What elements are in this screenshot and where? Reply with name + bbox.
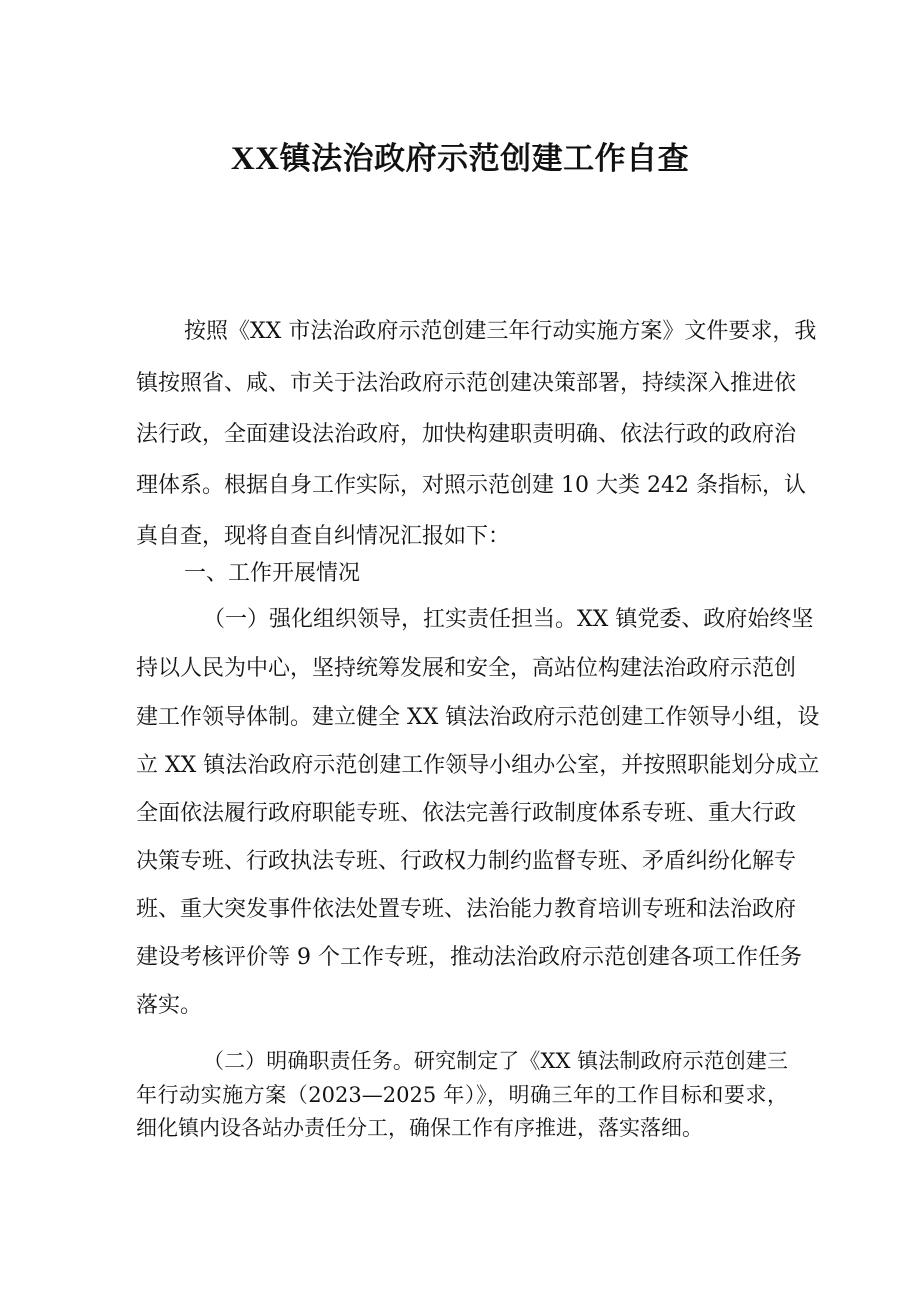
part1-line: 建设考核评价等 9 个工作专班，推动法治政府示范创建各项工作任务 xyxy=(136,945,802,970)
intro-line: 镇按照省、咸、市关于法治政府示范创建决策部署，持续深入推进依 xyxy=(136,371,797,396)
part1-line: 持以人民为中心，坚持统筹发展和安全，高站位构建法治政府示范创 xyxy=(136,656,797,681)
part1-line: 立 XX 镇法治政府示范创建工作领导小组办公室，并按照职能划分成立 xyxy=(136,753,820,778)
section-heading: 一、工作开展情况 xyxy=(184,561,361,586)
part2-line: 年行动实施方案（2023—2025 年）》，明确三年的工作目标和要求， xyxy=(136,1083,788,1107)
part1-line: 落实。 xyxy=(136,993,203,1018)
intro-line: 真自查，现将自查自纠情况汇报如下： xyxy=(136,524,511,549)
part2-line: 细化镇内设各站办责任分工，确保工作有序推进，落实落细。 xyxy=(136,1116,703,1140)
part1-line: 建工作领导体制。建立健全 XX 镇法治政府示范创建工作领导小组，设 xyxy=(136,705,820,730)
part1-line: 全面依法履行政府职能专班、依法完善行政制度体系专班、重大行政 xyxy=(136,801,797,826)
part1-line: （一）强化组织领导，扛实责任担当。XX 镇党委、政府始终坚 xyxy=(203,607,814,632)
title-text: 镇法治政府示范创建工作自查 xyxy=(279,141,690,177)
intro-line: 理体系。根据自身工作实际，对照示范创建 10 大类 242 条指标，认 xyxy=(136,473,806,498)
intro-line: 按照《XX 市法治政府示范创建三年行动实施方案》文件要求，我 xyxy=(184,319,817,344)
intro-line: 法行政，全面建设法治政府，加快构建职责明确、依法行政的政府治 xyxy=(136,422,797,447)
part1-line: 班、重大突发事件依法处置专班、法治能力教育培训专班和法治政府 xyxy=(136,897,797,922)
part2-line: （二）明确职责任务。研究制定了《XX 镇法制政府示范创建三 xyxy=(203,1049,788,1073)
title-prefix: XX xyxy=(230,141,280,177)
document-title xyxy=(0,138,920,180)
part1-line: 决策专班、行政执法专班、行政权力制约监督专班、矛盾纠纷化解专 xyxy=(136,849,797,874)
